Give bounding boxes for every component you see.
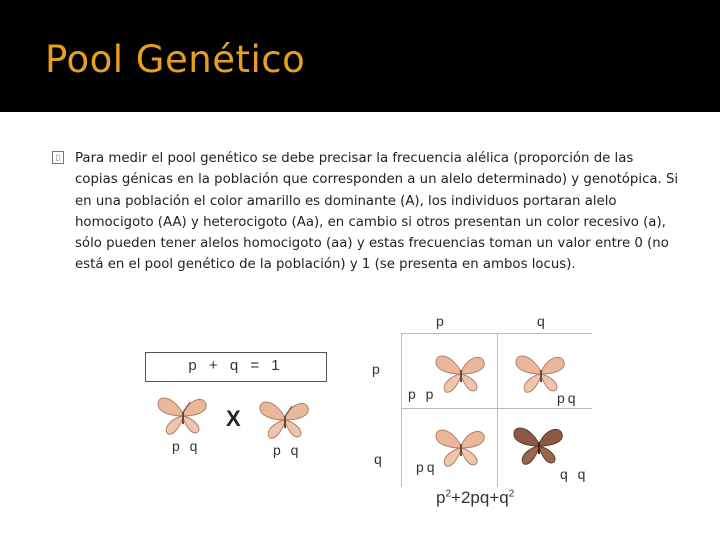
punnett-col-header: p [436, 313, 447, 329]
title-bar [0, 0, 720, 112]
slide-title: Pool Genético [45, 38, 306, 81]
butterfly-icon [154, 390, 212, 438]
punnett-square [401, 333, 592, 487]
parent1-label: p q [172, 438, 201, 454]
formula-exponent: 2 [508, 488, 515, 500]
grid-divider [402, 408, 592, 409]
punnett-col-header: q [537, 313, 548, 329]
formula-part-b: +2pq+q [451, 488, 509, 507]
butterfly-dark-icon [510, 420, 568, 468]
parent2-label: p q [273, 442, 302, 458]
bullet-icon: ▯ [52, 151, 64, 164]
formula-exponent: 2 [445, 488, 452, 500]
formula-part-a: p [436, 488, 446, 507]
cross-symbol: X [226, 406, 241, 431]
punnett-cell-label: pq [416, 459, 438, 475]
body-paragraph: Para medir el pool genético se debe precisar la frecuencia alélica (proporción de las copias génicas en la población que corresponden a un alelo determinado) y genotópica. Si en una población el color amarillo es dominante (A), los individuos portaran alelo homocigoto (AA) y heterocigoto (Aa), en cambio si otros presentan un color recesivo (a), sólo pueden tener alelos homocigoto (aa) y estas frecuencias toman un valor entre 0 (no está en el pool genético de la población) y 1 (se presenta en ambos locus). [75, 151, 679, 273]
hardy-weinberg-formula [436, 488, 514, 508]
butterfly-icon [512, 348, 570, 396]
butterfly-icon [256, 394, 314, 442]
equation-box [145, 352, 327, 382]
punnett-row-header: q [374, 451, 385, 467]
butterfly-icon [432, 348, 490, 396]
punnett-cell-label: pq [557, 390, 579, 406]
punnett-cell-label: p p [408, 386, 437, 402]
butterfly-icon [432, 422, 490, 470]
equation-text: p + q = 1 [188, 357, 284, 374]
punnett-cell-label: q q [560, 466, 589, 482]
punnett-row-header: p [372, 361, 383, 377]
grid-divider [497, 334, 498, 487]
